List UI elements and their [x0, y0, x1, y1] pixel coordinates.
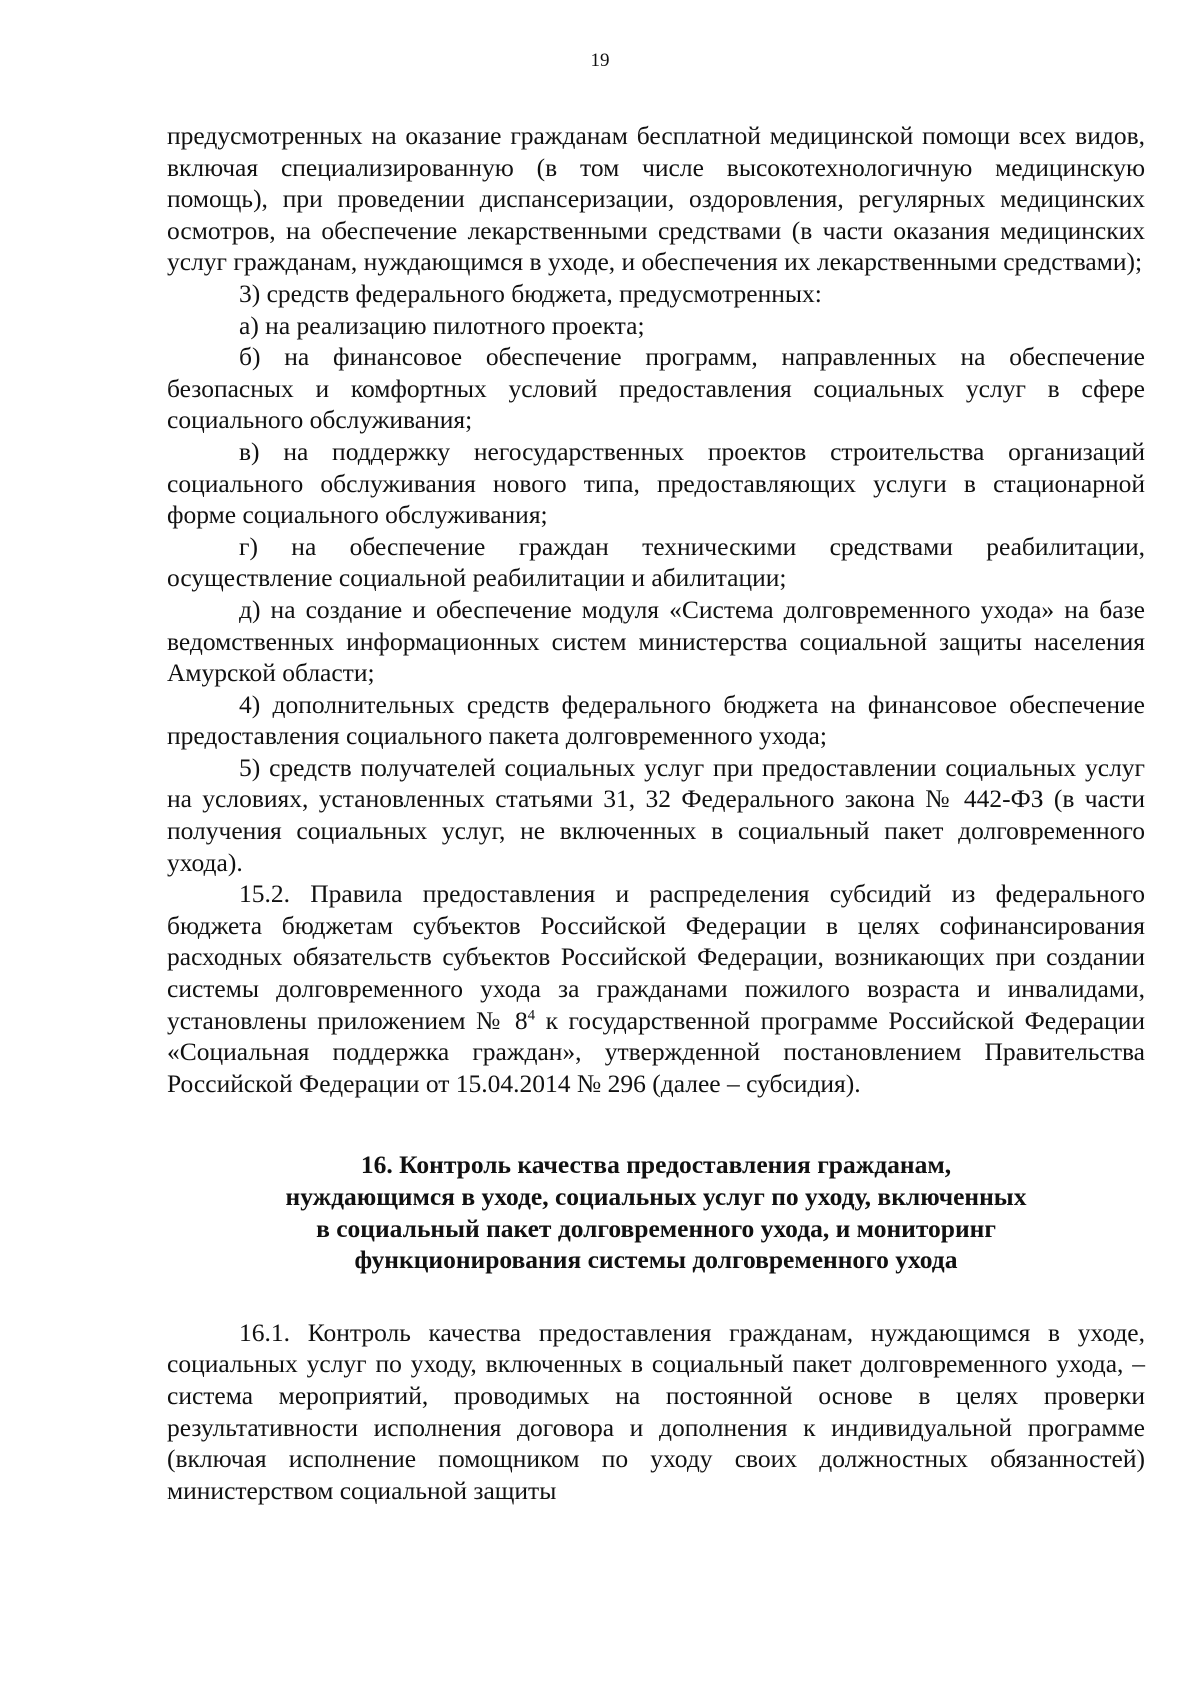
section-heading-line-1: 16. Контроль качества предоставления гражданам,: [360, 1150, 952, 1180]
paragraph-item-3a: а) на реализацию пилотного проекта;: [239, 310, 645, 340]
paragraph-continuation: предусмотренных на оказание гражданам бесплатной медицинской помощи всех видов, включая специализированную (в том числе высокотехнологичную медицинскую помощь), при проведении диспансеризации, оздоровления, регулярных медицинских осмотров, на обеспечение лекарственными средствами (в части оказания медицинских услуг гражданам, нуждающимся в уходе, и обеспечения их лекарственными средствами);: [167, 121, 1145, 277]
section-heading-line-3: в социальный пакет долговременного ухода, и мониторинг: [316, 1213, 996, 1243]
section-heading-line-2: нуждающимся в уходе, социальных услуг по уходу, включенных: [285, 1182, 1027, 1211]
paragraph-item-3d: д) на создание и обеспечение модуля «Система долговременного ухода» на базе ведомственных информационных систем министерства социальной защиты населения Амурской области;: [167, 594, 1145, 688]
page-number: 19: [590, 50, 610, 71]
paragraph-item-3b: б) на финансовое обеспечение программ, направленных на обеспечение безопасных и комфортных условий предоставления социальных услуг в сфере социального обслуживания;: [167, 342, 1145, 435]
paragraph-item-4: 4) дополнительных средств федерального бюджета на финансовое обеспечение предоставления социального пакета долговременного ухода;: [167, 689, 1145, 751]
section-heading: [167, 1149, 1145, 1275]
paragraph-item-3v: в) на поддержку негосударственных проектов строительства организаций социального обслуживания нового типа, предоставляющих услуги в стационарной форме социального обслуживания;: [167, 436, 1145, 530]
paragraph-item-3g: г) на обеспечение граждан техническими средствами реабилитации, осуществление социальной реабилитации и абилитации;: [167, 531, 1145, 593]
paragraph-16-1: 16.1. Контроль качества предоставления гражданам, нуждающимся в уходе, социальных услуг по уходу, включенных в социальный пакет долговременного ухода, – система мероприятий, проводимых на постоянной основе в целях проверки результативности исполнения договора и дополнения к индивидуальной программе (включая исполнение помощником по уходу своих должностных обязанностей) министерством социальной защиты: [167, 1317, 1145, 1505]
paragraph-15-2: [167, 878, 1145, 1099]
paragraph-item-5: 5) средств получателей социальных услуг при предоставлении социальных услуг на условиях, установленных статьями 31, 32 Федерального закона № 442-ФЗ (в части получения социальных услуг, не включенных в социальный пакет долговременного ухода).: [167, 752, 1145, 877]
paragraph-15-2-part1: 15.2. Правила предоставления и распределения субсидий из федерального бюджета бюджетам субъектов Российской Федерации в целях софинансирования расходных обязательств субъектов Российской Федерации, возникающих при создании системы долговременного ухода за гражданами пожилого возраста и инвалидами, установлены приложением № 8: [167, 879, 1145, 1035]
document-body: [167, 120, 1145, 1506]
footnote-superscript: 4: [527, 1007, 536, 1024]
section-heading-line-4: функционирования системы долговременного ухода: [354, 1245, 958, 1275]
paragraph-item-3: 3) средств федерального бюджета, предусмотренных:: [239, 278, 822, 308]
paragraph-15-2-part2: к государственной программе Российской Федерации «Социальная поддержка граждан», утвержденной постановлением Правительства Российской Федерации от 15.04.2014 № 296 (далее – субсидия).: [167, 1005, 1146, 1098]
